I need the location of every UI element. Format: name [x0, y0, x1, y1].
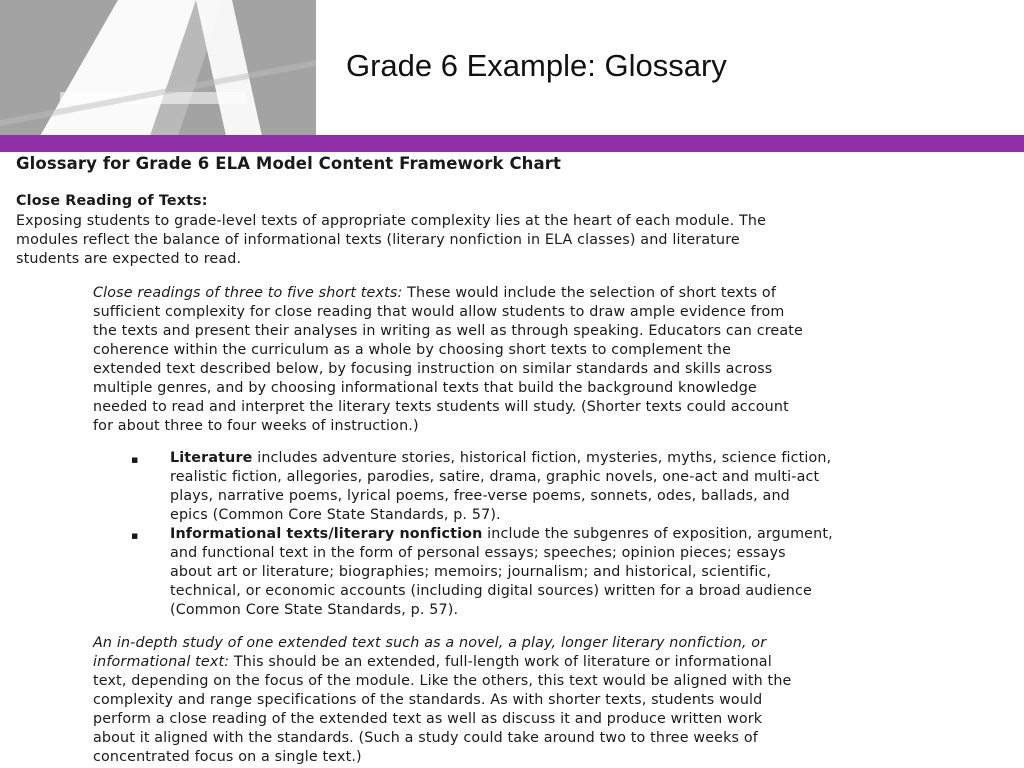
literature-text: includes adventure stories, historical fiction, mysteries, myths, science fiction,: [252, 450, 832, 466]
short-texts-line: coherence within the curriculum as a whole by choosing short texts to complement the: [93, 342, 732, 358]
intro-line: students are expected to read.: [16, 251, 242, 267]
short-texts-term: Close readings of three to five short texts:: [93, 285, 403, 301]
extended-text-term: informational text:: [93, 654, 230, 670]
literature-first-line: [170, 449, 831, 468]
short-texts-line: sufficient complexity for close reading that would allow students to draw ample evidence from: [93, 304, 785, 320]
intro-line: Exposing students to grade-level texts of appropriate complexity lies at the heart of each module. The: [16, 213, 767, 229]
informational-line: and functional text in the form of personal essays; speeches; opinion pieces; essays: [170, 545, 786, 561]
extended-text-line: concentrated focus on a single text.): [93, 749, 362, 765]
extended-text-second-line: [93, 653, 772, 672]
short-texts-text: These would include the selection of short texts of: [402, 285, 777, 301]
short-texts-line: for about three to four weeks of instruction.): [93, 418, 419, 434]
extended-text-line: complexity and range specifications of the standards. As with shorter texts, students would: [93, 692, 763, 708]
literature-term: Literature: [170, 450, 253, 466]
extended-text-line: about it aligned with the standards. (Such a study could take around two to three weeks of: [93, 730, 758, 746]
informational-line: (Common Core State Standards, p. 57).: [170, 602, 459, 618]
informational-term: Informational texts/literary nonfiction: [170, 526, 483, 542]
short-texts-line: multiple genres, and by choosing informational texts that build the background knowledge: [93, 380, 757, 396]
letter-a-logo-icon: [0, 0, 316, 136]
extended-text-term-line: An in-depth study of one extended text such as a novel, a play, longer literary nonfiction, or: [93, 635, 767, 651]
extended-text-line: text, depending on the focus of the module. Like the others, this text would be aligned with the: [93, 673, 792, 689]
logo: [0, 0, 316, 136]
bullet-marker: ▪: [131, 453, 139, 466]
literature-line: epics (Common Core State Standards, p. 57).: [170, 507, 501, 523]
accent-bar: [0, 135, 1024, 152]
slide-title: Grade 6 Example: Glossary: [346, 48, 727, 83]
literature-line: realistic fiction, allegories, parodies, satire, drama, graphic novels, one-act and multi-act: [170, 469, 820, 485]
section-heading: Close Reading of Texts:: [16, 193, 208, 209]
informational-line: about art or literature; biographies; memoirs; journalism; and historical, scientific,: [170, 564, 772, 580]
informational-line: technical, or economic accounts (including digital sources) written for a broad audience: [170, 583, 812, 599]
bullet-marker: ▪: [131, 529, 139, 542]
short-texts-line: the texts and present their analyses in writing as well as through speaking. Educators can create: [93, 323, 803, 339]
extended-text-text: This should be an extended, full-length work of literature or informational: [229, 654, 772, 670]
informational-first-line: [170, 525, 833, 544]
short-texts-line: extended text described below, by focusing instruction on similar standards and skills across: [93, 361, 773, 377]
intro-line: modules reflect the balance of informational texts (literary nonfiction in ELA classes) and literature: [16, 232, 740, 248]
short-texts-first-line: [93, 284, 776, 303]
literature-line: plays, narrative poems, lyrical poems, free-verse poems, sonnets, odes, ballads, and: [170, 488, 790, 504]
extended-text-line: perform a close reading of the extended text as well as discuss it and produce written work: [93, 711, 763, 727]
document-title: Glossary for Grade 6 ELA Model Content Framework Chart: [16, 154, 561, 173]
informational-text: include the subgenres of exposition, argument,: [482, 526, 833, 542]
short-texts-line: needed to read and interpret the literary texts students will study. (Shorter texts could account: [93, 399, 789, 415]
